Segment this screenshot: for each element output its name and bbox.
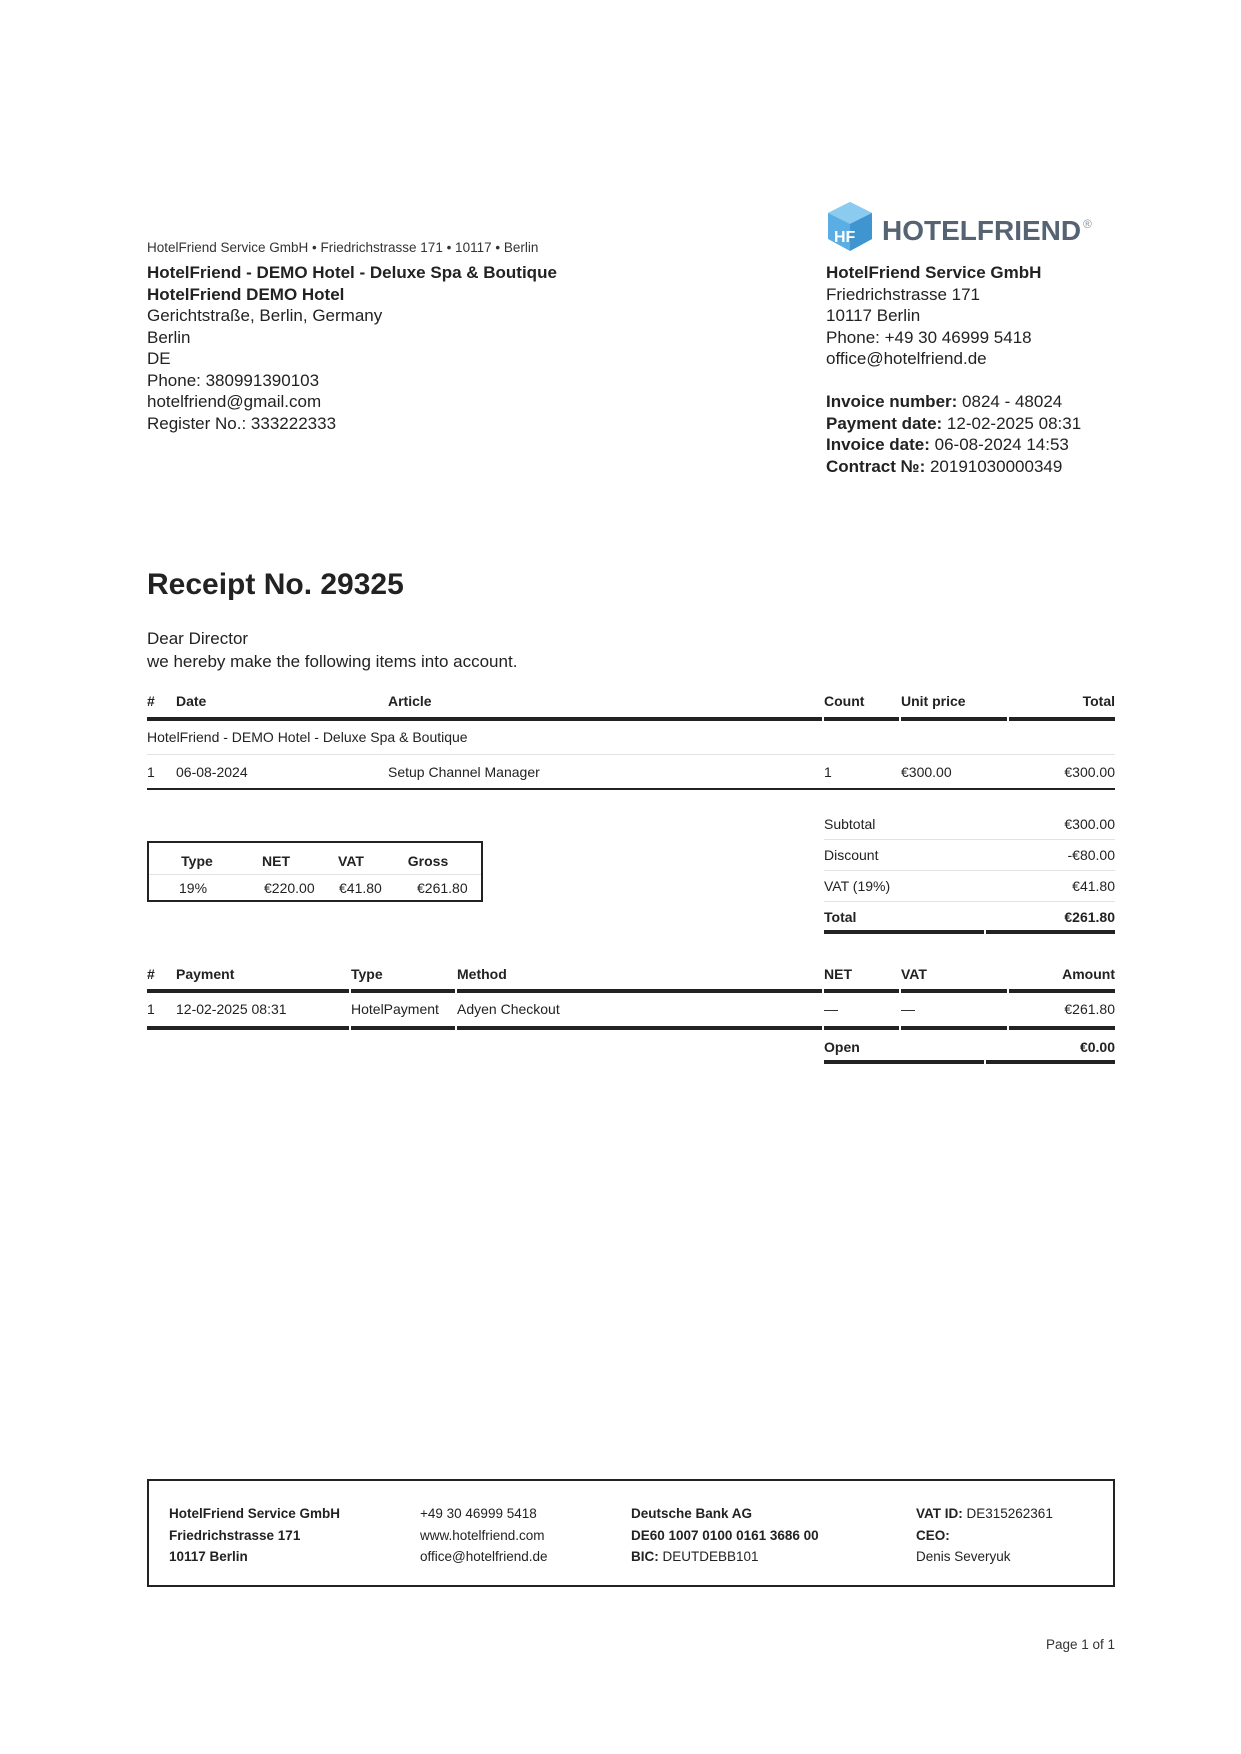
payments-header-num: # <box>147 966 155 982</box>
payment-method: Adyen Checkout <box>457 1001 560 1017</box>
invoice-date-label: Invoice date: <box>826 435 930 454</box>
vat-divider <box>149 874 481 875</box>
total-value: €261.80 <box>1064 909 1115 925</box>
total-rule <box>824 930 1115 934</box>
payment-date-row <box>826 413 1081 435</box>
totals-divider <box>824 870 1115 871</box>
footer-email: office@hotelfriend.de <box>420 1549 548 1564</box>
subtotal-value: €300.00 <box>1064 816 1115 832</box>
footer-vat-id: DE315262361 <box>962 1506 1053 1521</box>
cube-logo-icon <box>826 200 1101 260</box>
payments-header-vat: VAT <box>901 966 927 982</box>
payments-header-gap <box>1007 989 1009 993</box>
footer-bank <box>631 1503 819 1568</box>
recipient-phone: Phone: 380991390103 <box>147 370 320 390</box>
sender-address-line: HotelFriend Service GmbH • Friedrichstrasse 171 • 10117 • Berlin <box>147 240 539 255</box>
discount-label: Discount <box>824 847 879 863</box>
payment-vat: — <box>901 1001 915 1017</box>
items-header-unit-price: Unit price <box>901 693 966 709</box>
total-rule-gap <box>984 930 986 934</box>
payments-bottom-gap <box>1007 1026 1009 1030</box>
totals-divider <box>824 901 1115 902</box>
payments-bottom-gap <box>455 1026 457 1030</box>
footer-bic-label: BIC: <box>631 1549 659 1564</box>
company-address <box>826 262 1041 370</box>
payment-date-value: 12-02-2025 08:31 <box>942 413 1082 433</box>
totals-divider <box>824 839 1115 840</box>
contract-value: 20191030000349 <box>925 456 1063 476</box>
company-city: 10117 Berlin <box>826 306 921 325</box>
payments-bottom-gap <box>822 1026 824 1030</box>
footer-bic-row <box>631 1546 819 1568</box>
items-header-date: Date <box>176 693 207 709</box>
items-header-total: Total <box>1082 693 1115 709</box>
payments-header-gap <box>455 989 457 993</box>
item-date: 06-08-2024 <box>176 764 248 780</box>
page-number: Page 1 of 1 <box>1045 1637 1115 1652</box>
recipient-hotel: HotelFriend DEMO Hotel <box>147 284 345 304</box>
recipient-address <box>147 262 557 434</box>
payments-header-method: Method <box>457 966 507 982</box>
items-header-article: Article <box>388 693 432 709</box>
payment-date: 12-02-2025 08:31 <box>176 1001 287 1017</box>
recipient-email: hotelfriend@gmail.com <box>147 392 322 411</box>
total-label: Total <box>824 909 857 925</box>
logo-mark: HF <box>834 229 856 246</box>
company-name: HotelFriend Service GmbH <box>826 263 1042 282</box>
item-total: €300.00 <box>1064 764 1115 780</box>
open-rule <box>824 1060 1115 1064</box>
payments-bottom-rule <box>147 1026 1115 1030</box>
contract-row <box>826 456 1081 478</box>
payments-header-payment: Payment <box>176 966 235 982</box>
payment-net: — <box>824 1001 838 1017</box>
footer-ceo-label: CEO: <box>916 1527 950 1543</box>
footer-phone: +49 30 46999 5418 <box>420 1506 537 1521</box>
vat-header-net: NET <box>262 853 290 869</box>
item-unit-price: €300.00 <box>901 764 952 780</box>
logo-registered: ® <box>1083 217 1092 231</box>
vat-vat: €41.80 <box>339 880 382 896</box>
intro-text: we hereby make the following items into account. <box>147 652 518 671</box>
footer-company <box>169 1503 340 1568</box>
items-header-gap <box>899 717 901 721</box>
recipient-country: DE <box>147 349 171 368</box>
footer-iban: DE60 1007 0100 0161 3686 00 <box>631 1527 819 1543</box>
payments-header-gap <box>349 989 351 993</box>
items-header-gap <box>822 717 824 721</box>
contract-label: Contract №: <box>826 456 926 476</box>
footer-bank-name: Deutsche Bank AG <box>631 1506 753 1521</box>
recipient-name: HotelFriend - DEMO Hotel - Deluxe Spa & Boutique <box>147 263 557 282</box>
payment-num: 1 <box>147 1001 155 1017</box>
greeting-block <box>147 627 517 673</box>
payments-header-type: Type <box>351 966 383 982</box>
invoice-meta <box>826 391 1081 477</box>
footer-bic: DEUTDEBB101 <box>658 1549 759 1564</box>
payments-header-amount: Amount <box>1062 966 1115 982</box>
vat-header-type: Type <box>181 853 213 869</box>
footer-company-name: HotelFriend Service GmbH <box>169 1506 341 1521</box>
open-label: Open <box>824 1039 860 1055</box>
footer-vat-row <box>916 1503 1053 1525</box>
payments-header-gap <box>822 989 824 993</box>
recipient-register: Register No.: 333222333 <box>147 413 337 433</box>
items-header-count: Count <box>824 693 865 709</box>
items-header-gap <box>1007 717 1009 721</box>
recipient-city: Berlin <box>147 327 191 347</box>
open-value: €0.00 <box>1079 1039 1115 1055</box>
invoice-date-value: 06-08-2024 14:53 <box>929 435 1069 454</box>
footer-company-city: 10117 Berlin <box>169 1549 248 1564</box>
footer-box <box>147 1479 1115 1587</box>
footer-contact <box>420 1503 548 1568</box>
company-email: office@hotelfriend.de <box>826 349 987 368</box>
payment-date-label: Payment date: <box>826 413 943 433</box>
invoice-date-row <box>826 434 1081 456</box>
items-header-num: # <box>147 693 155 709</box>
subtotal-label: Subtotal <box>824 816 876 832</box>
discount-value: -€80.00 <box>1067 847 1115 863</box>
footer-vat-label: VAT ID: <box>916 1506 963 1521</box>
vat-net: €220.00 <box>264 880 315 896</box>
hotelfriend-logo <box>826 200 1101 260</box>
item-article: Setup Channel Manager <box>388 764 540 780</box>
vat-total-value: €41.80 <box>1072 878 1115 894</box>
vat-total-label: VAT (19%) <box>824 878 891 894</box>
vat-breakdown-table <box>147 841 483 902</box>
greeting: Dear Director <box>147 629 249 648</box>
footer-legal <box>916 1503 1053 1568</box>
recipient-street: Gerichtstraße, Berlin, Germany <box>147 306 383 325</box>
footer-company-street: Friedrichstrasse 171 <box>169 1527 301 1543</box>
receipt-title: Receipt No. 29325 <box>147 568 404 601</box>
payments-header-gap <box>899 989 901 993</box>
vat-header-vat: VAT <box>338 853 364 869</box>
company-street: Friedrichstrasse 171 <box>826 284 981 304</box>
payments-bottom-gap <box>349 1026 351 1030</box>
invoice-number-value: 0824 - 48024 <box>957 392 1063 411</box>
footer-ceo-name: Denis Severyuk <box>916 1549 1011 1564</box>
logo-wordmark: HOTELFRIEND <box>882 215 1082 246</box>
payments-bottom-gap <box>899 1026 901 1030</box>
invoice-number-row <box>826 391 1081 413</box>
item-num: 1 <box>147 764 155 780</box>
payments-header-net: NET <box>824 966 852 982</box>
company-phone: Phone: +49 30 46999 5418 <box>826 327 1032 347</box>
open-rule-gap <box>984 1060 986 1064</box>
invoice-number-label: Invoice number: <box>826 392 958 411</box>
items-group-label: HotelFriend - DEMO Hotel - Deluxe Spa & Boutique <box>147 729 468 745</box>
footer-website: www.hotelfriend.com <box>420 1527 545 1543</box>
payment-amount: €261.80 <box>1064 1001 1115 1017</box>
items-group-divider <box>147 754 1115 755</box>
payments-header-rule <box>147 989 1115 993</box>
payment-type: HotelPayment <box>351 1001 439 1017</box>
vat-gross: €261.80 <box>417 880 468 896</box>
vat-header-gross: Gross <box>407 853 449 869</box>
vat-type: 19% <box>179 880 208 896</box>
items-header-rule <box>147 717 1115 721</box>
item-count: 1 <box>824 764 832 780</box>
items-bottom-rule <box>147 788 1115 790</box>
